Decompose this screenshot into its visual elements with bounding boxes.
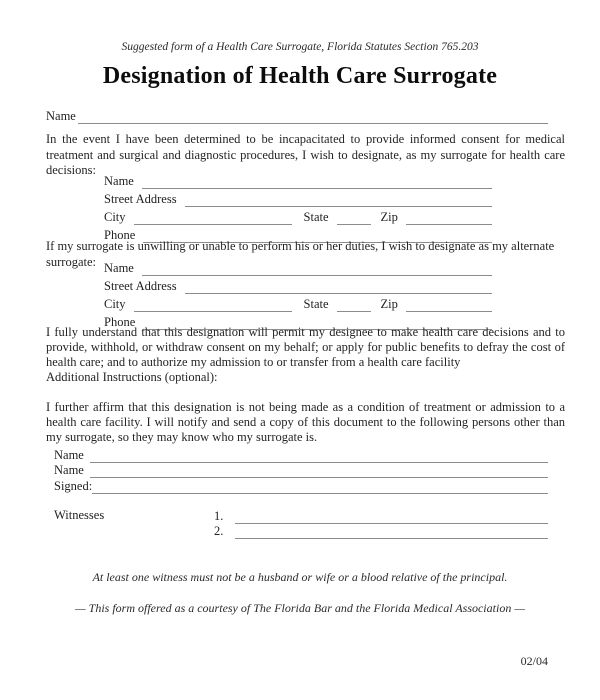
alternate-zip-line[interactable] bbox=[406, 298, 492, 312]
signed-line[interactable] bbox=[92, 480, 548, 494]
statute-note: Suggested form of a Health Care Surrogate, Florida Statutes Section 765.203 bbox=[121, 41, 479, 53]
alternate-phone-label: Phone bbox=[104, 315, 136, 329]
notify-name-2-label: Name bbox=[54, 463, 84, 477]
affirmation-paragraph: I further affirm that this designation is not being made as a condition of treatment or admission to a health care facility. I will notify and send a copy of this document to the following persons other than my surrogate, so they may know who my surrogate is. bbox=[46, 400, 565, 444]
principal-name-line[interactable] bbox=[78, 110, 548, 124]
surrogate-state-label: State bbox=[303, 210, 329, 224]
surrogate-city-label: City bbox=[104, 210, 126, 224]
alternate-address-block bbox=[104, 258, 492, 330]
witness-2-number: 2. bbox=[214, 524, 224, 538]
notify-name-1-line[interactable] bbox=[90, 449, 548, 463]
alternate-name-line[interactable] bbox=[142, 262, 492, 276]
surrogate-city-line[interactable] bbox=[134, 211, 292, 225]
alternate-zip-label: Zip bbox=[380, 297, 398, 311]
surrogate-street-row bbox=[104, 189, 492, 207]
form-title: Designation of Health Care Surrogate bbox=[102, 63, 498, 89]
notify-name-2-line[interactable] bbox=[90, 464, 548, 478]
surrogate-city-state-zip-row bbox=[104, 207, 492, 225]
alternate-street-line[interactable] bbox=[185, 280, 492, 294]
alternate-city-label: City bbox=[104, 297, 126, 311]
signed-label: Signed: bbox=[54, 479, 93, 493]
alternate-intro-paragraph: If my surrogate is unwilling or unable to perform his or her duties, I wish to designate as my alternate surrogate: bbox=[46, 239, 555, 269]
principal-name-label: Name bbox=[46, 109, 76, 123]
witness-2-line[interactable] bbox=[235, 525, 548, 539]
principal-name-row bbox=[46, 106, 548, 124]
surrogate-phone-label: Phone bbox=[104, 228, 136, 242]
alternate-street-row bbox=[104, 276, 492, 294]
alternate-city-state-zip-row bbox=[104, 294, 492, 312]
surrogate-state-line[interactable] bbox=[337, 211, 371, 225]
notify-name-2-row bbox=[54, 462, 548, 478]
notify-name-1-label: Name bbox=[54, 448, 84, 462]
surrogate-name-label: Name bbox=[104, 174, 134, 188]
alternate-city-line[interactable] bbox=[134, 298, 292, 312]
surrogate-street-label: Street Address bbox=[104, 192, 177, 206]
understanding-paragraph: I fully understand that this designation will permit my designee to make health care decisions and to provide, withhold, or withdraw consent on my behalf; or apply for public benefits to defray the cost of health care; and to authorize my admission to or transfer from a health care facility bbox=[46, 325, 565, 369]
surrogate-address-block bbox=[104, 171, 492, 243]
notify-name-1-row bbox=[54, 447, 548, 463]
alternate-state-line[interactable] bbox=[337, 298, 371, 312]
revision-date: 02/04 bbox=[520, 654, 548, 668]
witness-2-row bbox=[214, 523, 548, 539]
witness-1-row bbox=[214, 508, 548, 524]
witness-1-line[interactable] bbox=[235, 510, 548, 524]
witnesses-label: Witnesses bbox=[54, 508, 105, 522]
surrogate-name-line[interactable] bbox=[142, 175, 492, 189]
alternate-name-label: Name bbox=[104, 261, 134, 275]
surrogate-name-row bbox=[104, 171, 492, 189]
surrogate-zip-label: Zip bbox=[380, 210, 398, 224]
additional-instructions-label: Additional Instructions (optional): bbox=[46, 370, 218, 384]
surrogate-street-line[interactable] bbox=[185, 193, 492, 207]
signed-row bbox=[54, 478, 548, 494]
witness-1-number: 1. bbox=[214, 509, 224, 523]
witness-requirement-note: At least one witness must not be a husband or wife or a blood relative of the principal. bbox=[92, 570, 508, 584]
alternate-street-label: Street Address bbox=[104, 279, 177, 293]
surrogate-zip-line[interactable] bbox=[406, 211, 492, 225]
courtesy-note: — This form offered as a courtesy of The Florida Bar and the Florida Medical Association — bbox=[75, 601, 525, 615]
alternate-state-label: State bbox=[303, 297, 329, 311]
alternate-name-row bbox=[104, 258, 492, 276]
intro-paragraph: In the event I have been determined to be incapacitated to provide informed consent for medical treatment and surgical and diagnostic procedures, I wish to designate, as my surrogate for health care decisions: bbox=[46, 132, 565, 177]
